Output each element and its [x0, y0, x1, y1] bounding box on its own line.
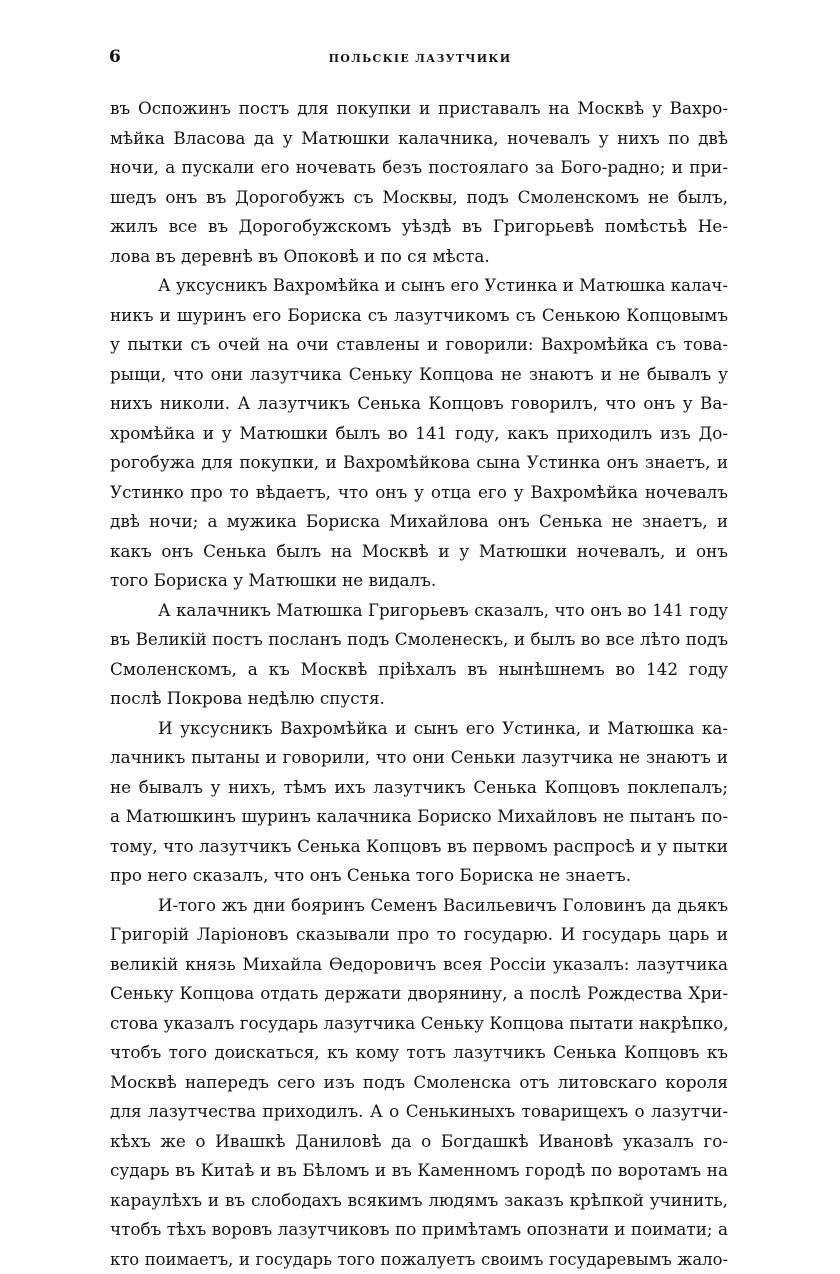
text-line: двѣ ночи; а мужика Бориска Михайлова онъ Сенька не знаетъ, и — [110, 507, 728, 537]
text-line: нихъ николи. А лазутчикъ Сенька Копцовъ говорилъ, что онъ у Ва- — [110, 389, 728, 419]
text-line: караулѣхъ и въ слободахъ всякимъ людямъ заказъ крѣпкой учинить, — [110, 1186, 728, 1216]
text-line: Москвѣ напередъ сего изъ подъ Смоленска отъ литовскаго короля — [110, 1068, 728, 1098]
text-line: ночи, а пускали его ночевать безъ постоялаго за Бого-радно; и при- — [110, 153, 728, 183]
text-line: великій князь Михайла Ѳедоровичъ всея Россіи указалъ: лазутчика — [110, 950, 728, 980]
text-line: для лазутчества приходилъ. А о Сенькиныхъ товарищехъ о лазутчи- — [110, 1097, 728, 1127]
text-line: И уксусникъ Вахромѣйка и сынъ его Устинка, и Матюшка ка- — [110, 714, 728, 744]
running-title: ПОЛЬСКІЕ ЛАЗУТЧИКИ — [0, 52, 840, 65]
text-line: лачникъ пытаны и говорили, что они Сеньки лазутчика не знаютъ и — [110, 743, 728, 773]
text-line: про него сказалъ, что онъ Сенька того Бориска не знаетъ. — [110, 861, 728, 891]
text-line: у пытки съ очей на очи ставлены и говорили: Вахромѣйка съ това- — [110, 330, 728, 360]
text-line: какъ онъ Сенька былъ на Москвѣ и у Матюшки ночевалъ, и онъ — [110, 537, 728, 567]
text-line: Сеньку Копцова отдать держати дворянину, а послѣ Рождества Хри- — [110, 979, 728, 1009]
text-line: А калачникъ Матюшка Григорьевъ сказалъ, что онъ во 141 году — [110, 596, 728, 626]
text-line: Григорій Ларіоновъ сказывали про то государю. И государь царь и — [110, 920, 728, 950]
page-number: 6 — [109, 47, 121, 67]
text-line: не бывалъ у нихъ, тѣмъ ихъ лазутчикъ Сенька Копцовъ поклепалъ; — [110, 773, 728, 803]
text-line: чтобъ тѣхъ воровъ лазутчиковъ по примѣтамъ опознати и поимати; а — [110, 1215, 728, 1245]
text-line: Смоленскомъ, а къ Москвѣ пріѣхалъ въ нынѣшнемъ во 142 году — [110, 655, 728, 685]
text-line: послѣ Покрова недѣлю спустя. — [110, 684, 728, 714]
text-line: сударь въ Китаѣ и въ Бѣломъ и въ Каменномъ городѣ по воротамъ на — [110, 1156, 728, 1186]
text-line: хромѣйка и у Матюшки былъ во 141 году, какъ приходилъ изъ До- — [110, 419, 728, 449]
text-line: мѣйка Власова да у Матюшки калачника, ночевалъ у нихъ по двѣ — [110, 124, 728, 154]
text-line: И-того жъ дни бояринъ Семенъ Васильевичъ Головинъ да дьякъ — [110, 891, 728, 921]
text-line: тому, что лазутчикъ Сенька Копцовъ въ первомъ распросѣ и у пытки — [110, 832, 728, 862]
text-line: рогобужа для покупки, и Вахромѣйкова сына Устинка онъ знаетъ, и — [110, 448, 728, 478]
body-text — [110, 94, 728, 1274]
text-line: шедъ онъ въ Дорогобужъ съ Москвы, подъ Смоленскомъ не былъ, — [110, 183, 728, 213]
text-line: жилъ все въ Дорогобужскомъ уѣздѣ въ Григорьевѣ помѣстьѣ Не- — [110, 212, 728, 242]
text-line: А уксусникъ Вахромѣйка и сынъ его Устинка и Матюшка калач- — [110, 271, 728, 301]
text-line: лова въ деревнѣ въ Опоковѣ и по ся мѣста. — [110, 242, 728, 272]
text-line: Устинко про то вѣдаетъ, что онъ у отца его у Вахромѣйка ночевалъ — [110, 478, 728, 508]
text-line: стова указалъ государь лазутчика Сеньку Копцова пытати накрѣпко, — [110, 1009, 728, 1039]
text-line: въ Великій постъ посланъ подъ Смоленескъ, и былъ во все лѣто подъ — [110, 625, 728, 655]
text-line: кѣхъ же о Ивашкѣ Даниловѣ да о Богдашкѣ Ивановѣ указалъ го- — [110, 1127, 728, 1157]
text-line: никъ и шуринъ его Бориска съ лазутчикомъ съ Сенькою Копцовымъ — [110, 301, 728, 331]
text-line: того Бориска у Матюшки не видалъ. — [110, 566, 728, 596]
text-line: рыщи, что они лазутчика Сеньку Копцова не знаютъ и не бывалъ у — [110, 360, 728, 390]
text-line: въ Оспожинъ постъ для покупки и приставалъ на Москвѣ у Вахро- — [110, 94, 728, 124]
text-line: а Матюшкинъ шуринъ калачника Бориско Михайловъ не пытанъ по- — [110, 802, 728, 832]
text-line: чтобъ того доискаться, къ кому тотъ лазутчикъ Сенька Копцовъ къ — [110, 1038, 728, 1068]
text-line: кто поимаетъ, и государь того пожалуетъ своимъ государевымъ жало- — [110, 1245, 728, 1274]
